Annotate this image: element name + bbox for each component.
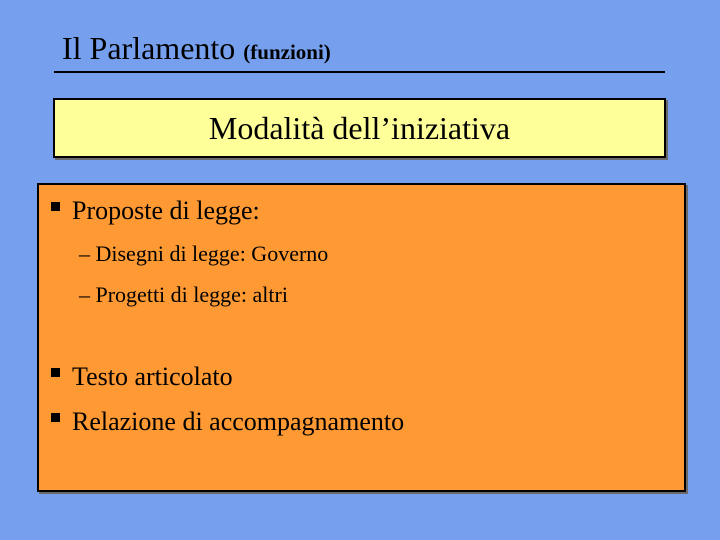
title-text: Il Parlamento — [62, 30, 236, 66]
bullet-item — [51, 407, 404, 437]
sub-bullet-item: – Progetti di legge: altri — [79, 282, 288, 307]
bullet-text: Relazione di accompagnamento — [72, 407, 405, 436]
bullet-item — [51, 362, 233, 392]
sub-bullet-item: – Disegni di legge: Governo — [79, 241, 329, 266]
section-banner — [53, 98, 666, 158]
bullet-item — [51, 196, 260, 226]
bullet-text: Testo articolato — [72, 362, 233, 391]
bullet-text: Proposte di legge: — [72, 196, 260, 225]
square-bullet-icon — [51, 202, 60, 211]
banner-text: Modalità dell’iniziativa — [208, 109, 511, 146]
square-bullet-icon — [51, 413, 60, 422]
slide-title — [62, 30, 331, 67]
title-subtitle: (funzioni) — [243, 40, 331, 64]
square-bullet-icon — [51, 368, 60, 377]
content-box — [37, 183, 686, 492]
title-underline — [54, 71, 665, 73]
